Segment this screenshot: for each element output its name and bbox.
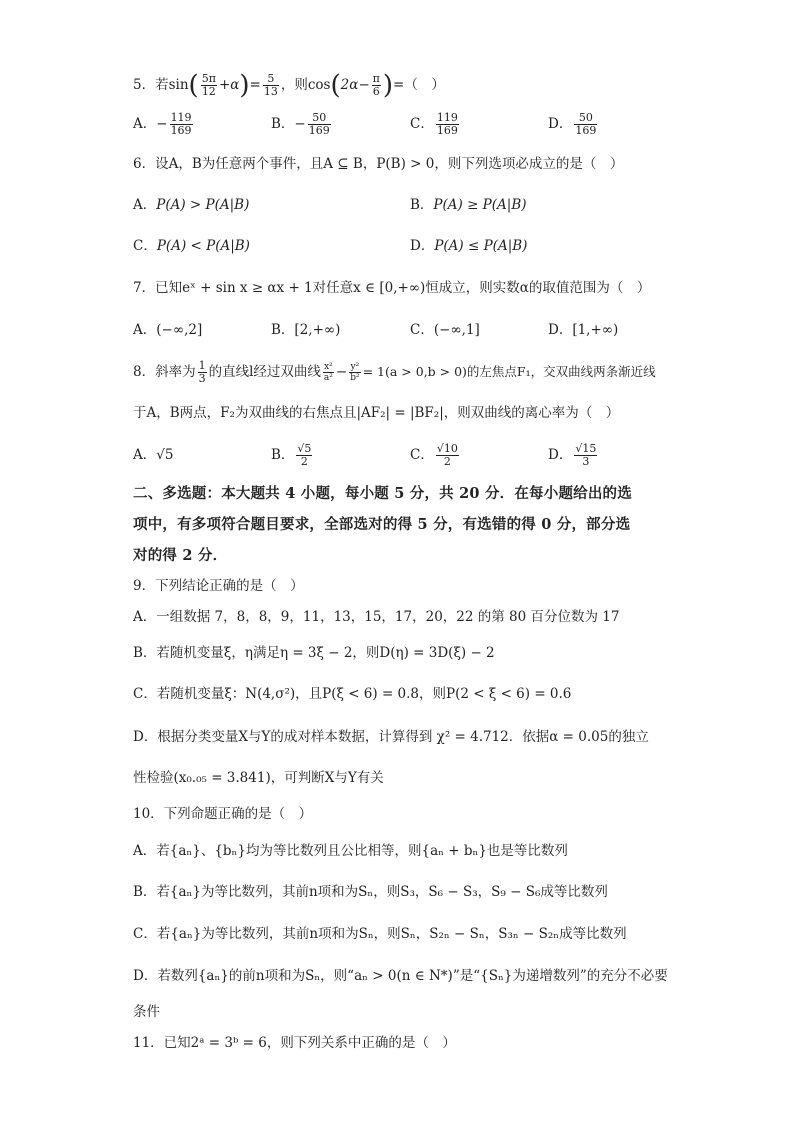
q9-option-d-line1: D．根据分类变量X与Y的成对样本数据，计算得到 χ² = 4.712．依据α = 0.05的独立 bbox=[133, 729, 649, 745]
q5-rhs-frac bbox=[263, 73, 279, 98]
section2-heading-line2: 项中，有多项符合题目要求，全部选对的得 5 分，有选错的得 0 分，部分选 bbox=[133, 516, 631, 533]
q7-option-a bbox=[133, 320, 202, 340]
q8-stem-prefix: 8．斜率为 bbox=[133, 364, 196, 380]
q6-option-b bbox=[410, 195, 527, 215]
q5-option-a bbox=[133, 110, 195, 138]
q5-option-a-label: A． bbox=[133, 116, 157, 132]
q7-option-d bbox=[548, 320, 618, 340]
q6-option-c bbox=[133, 236, 250, 256]
q5-arg1-tail: +α bbox=[218, 77, 240, 93]
q10-option-d-line2: 条件 bbox=[133, 1004, 160, 1020]
q8-hx-frac bbox=[323, 362, 334, 383]
q5-arg2-num: π bbox=[372, 72, 380, 85]
q8-option-b-frac bbox=[296, 443, 312, 468]
q8-hy-frac bbox=[349, 362, 360, 383]
q8-option-c-label: C． bbox=[410, 447, 434, 463]
q7-option-a-label: A． bbox=[133, 322, 157, 338]
q7-option-b-label: B． bbox=[271, 322, 295, 338]
q8-option-b-label: B． bbox=[271, 447, 295, 463]
q7-option-d-text: [1,+∞) bbox=[572, 322, 619, 338]
q5-option-b bbox=[271, 110, 333, 138]
q8-slope-frac bbox=[198, 360, 207, 385]
q8-option-d-frac bbox=[574, 443, 597, 468]
q8-option-c-den: 2 bbox=[443, 455, 451, 468]
q9-stem: 9．下列结论正确的是（ ） bbox=[133, 578, 304, 594]
q8-option-d-den: 3 bbox=[582, 455, 590, 468]
q6-option-b-text: P(A) ≥ P(A|B) bbox=[433, 197, 527, 213]
q5-cos: cos bbox=[307, 77, 331, 93]
q7-option-c-label: C． bbox=[410, 322, 434, 338]
q10-option-b: B．若{aₙ}为等比数列，其前n项和为Sₙ，则S₃，S₆ − S₃，S₉ − S₆成等比数列 bbox=[133, 884, 608, 900]
q8-option-a bbox=[133, 440, 173, 470]
q7-option-c bbox=[410, 320, 480, 340]
q6-option-a-label: A． bbox=[133, 197, 157, 213]
q8-option-d-num: √15 bbox=[575, 442, 597, 455]
q10-option-c: C．若{aₙ}为等比数列，其前n项和为Sₙ，则Sₙ，S₂ₙ − Sₙ，S₃ₙ − S₂ₙ成等比数列 bbox=[133, 926, 627, 942]
q5-option-b-num: 50 bbox=[308, 112, 331, 125]
q5-option-b-sign: − bbox=[294, 116, 306, 132]
q5-rhs-num: 5 bbox=[263, 73, 279, 86]
q5-option-c-num: 119 bbox=[436, 111, 458, 124]
q5-option-b-den: 169 bbox=[308, 124, 330, 137]
q9-option-c: C．若随机变量ξ：N(4,σ²)，且P(ξ < 6) = 0.8，则P(2 < ξ < 6) = 0.6 bbox=[133, 686, 572, 702]
q7-option-a-text: (−∞,2] bbox=[156, 322, 203, 338]
q5-option-d-label: D． bbox=[548, 116, 573, 132]
q5-option-b-frac bbox=[308, 112, 331, 137]
q5-arg1-den: 12 bbox=[201, 85, 216, 98]
q8-hy-num: y² bbox=[350, 362, 360, 372]
q5-option-a-den: 169 bbox=[170, 124, 192, 137]
q8-stem-line1 bbox=[133, 358, 656, 386]
q5-then: ，则 bbox=[280, 77, 308, 93]
q6-option-a-text: P(A) > P(A|B) bbox=[156, 197, 250, 213]
q8-option-c-frac bbox=[436, 443, 459, 468]
q5-option-c-label: C． bbox=[410, 116, 434, 132]
q8-hx-num: x² bbox=[324, 362, 333, 372]
q5-end: =（ ） bbox=[393, 77, 445, 93]
q5-option-a-sign: − bbox=[156, 116, 168, 132]
q6-option-b-label: B． bbox=[410, 197, 434, 213]
q9-option-a: A．一组数据 7，8，8，9，11，13，15，17，20，22 的第 80 百分位数为 17 bbox=[133, 609, 620, 625]
q11-stem: 11．已知2ᵃ = 3ᵇ = 6，则下列关系中正确的是（ ） bbox=[133, 1035, 456, 1051]
q5-eq: = bbox=[249, 77, 261, 93]
q8-option-b-den: 2 bbox=[300, 455, 308, 468]
q5-option-d-frac bbox=[574, 112, 597, 137]
q5-option-c-den: 169 bbox=[436, 124, 458, 137]
q5-option-a-num: 119 bbox=[170, 111, 192, 124]
q10-stem: 10．下列命题正确的是（ ） bbox=[133, 806, 313, 822]
q5-option-d-num: 50 bbox=[574, 112, 597, 125]
q6-option-a bbox=[133, 195, 249, 215]
q8-stem-tail: = 1(a > 0,b > 0)的左焦点F₁，交双曲线两条渐近线 bbox=[362, 364, 656, 379]
q5-arg2-frac bbox=[372, 73, 381, 98]
q8-slope-num: 1 bbox=[198, 359, 206, 372]
q9-option-b: B．若随机变量ξ，η满足η = 3ξ − 2，则D(η) = 3D(ξ) − 2 bbox=[133, 645, 495, 661]
q5-arg2-den: 6 bbox=[372, 85, 380, 98]
q8-slope-den: 3 bbox=[198, 372, 206, 385]
q5-option-c-frac bbox=[436, 112, 459, 137]
q5-rhs-den: 13 bbox=[263, 85, 278, 98]
q8-option-d-label: D． bbox=[548, 447, 573, 463]
q8-option-a-label: A． bbox=[133, 447, 157, 463]
q9-option-d-line2: 性检验(x₀.₀₅ = 3.841)，可判断X与Y有关 bbox=[133, 770, 384, 786]
q8-hx-den: a² bbox=[323, 373, 333, 383]
q5-option-d bbox=[548, 110, 599, 138]
q5-stem: 5．若sin( $\frac{5\pi}{12}$ +α)= $\frac{5}{13}$ ，则cos(2α− $\frac{\pi}{6}$ )=（ ） bbox=[133, 70, 445, 101]
q6-stem: 6．设A，B为任意两个事件，且A ⊆ B，P(B) > 0，则下列选项必成立的是（ ） bbox=[133, 156, 624, 172]
q10-option-a: A．若{aₙ}、{bₙ}均为等比数列且公比相等，则{aₙ + bₙ}也是等比数列 bbox=[133, 843, 568, 859]
q8-option-c-num: √10 bbox=[436, 442, 458, 455]
q10-option-d-line1: D．若数列{aₙ}的前n项和为Sₙ，则“aₙ > 0(n ∈ N*)”是“{Sₙ}为递增数列”的充分不必要 bbox=[133, 968, 668, 984]
section2-heading-line1: 二、多选题：本大题共 4 小题，每小题 5 分，共 20 分．在每小题给出的选 bbox=[133, 485, 632, 502]
q5-option-c bbox=[410, 110, 461, 138]
section2-heading-line3: 对的得 2 分． bbox=[133, 547, 228, 564]
q8-option-a-value: √5 bbox=[156, 447, 174, 463]
q5-option-a-frac bbox=[170, 112, 193, 137]
q5-sin: sin bbox=[168, 77, 189, 93]
q8-option-b bbox=[271, 440, 314, 470]
q8-stem-line2: 于A，B两点，F₂为双曲线的右焦点且|AF₂| = |BF₂|，则双曲线的离心率为（ ） bbox=[133, 405, 620, 421]
q7-option-c-text: (−∞,1] bbox=[433, 322, 480, 338]
q6-option-d-text: P(A) ≤ P(A|B) bbox=[434, 238, 528, 254]
q7-option-b bbox=[271, 320, 340, 340]
q5-option-d-den: 169 bbox=[575, 124, 597, 137]
q8-minus: − bbox=[335, 364, 348, 380]
q7-option-d-label: D． bbox=[548, 322, 573, 338]
q5-arg1-num: 5π bbox=[201, 72, 216, 85]
q6-option-c-text: P(A) < P(A|B) bbox=[156, 238, 250, 254]
q5-stem-prefix: 5．若 bbox=[133, 77, 169, 93]
q8-stem-mid: 的直线l经过双曲线 bbox=[208, 364, 321, 380]
q8-option-d bbox=[548, 440, 599, 470]
q5-option-b-label: B． bbox=[271, 116, 295, 132]
q8-hy-den: b² bbox=[350, 373, 360, 383]
q7-stem: 7．已知eˣ + sin x ≥ αx + 1对任意x ∈ [0,+∞)恒成立，则实数α的取值范围为（ ） bbox=[133, 280, 651, 296]
q8-option-b-num: √5 bbox=[297, 442, 312, 455]
q7-option-b-text: [2,+∞) bbox=[294, 322, 341, 338]
q6-option-c-label: C． bbox=[133, 238, 157, 254]
q5-arg1-frac bbox=[201, 73, 217, 98]
q8-option-c bbox=[410, 440, 461, 470]
q6-option-d-label: D． bbox=[410, 238, 435, 254]
q5-arg2-head: 2α− bbox=[340, 77, 370, 93]
q6-option-d bbox=[410, 236, 527, 256]
